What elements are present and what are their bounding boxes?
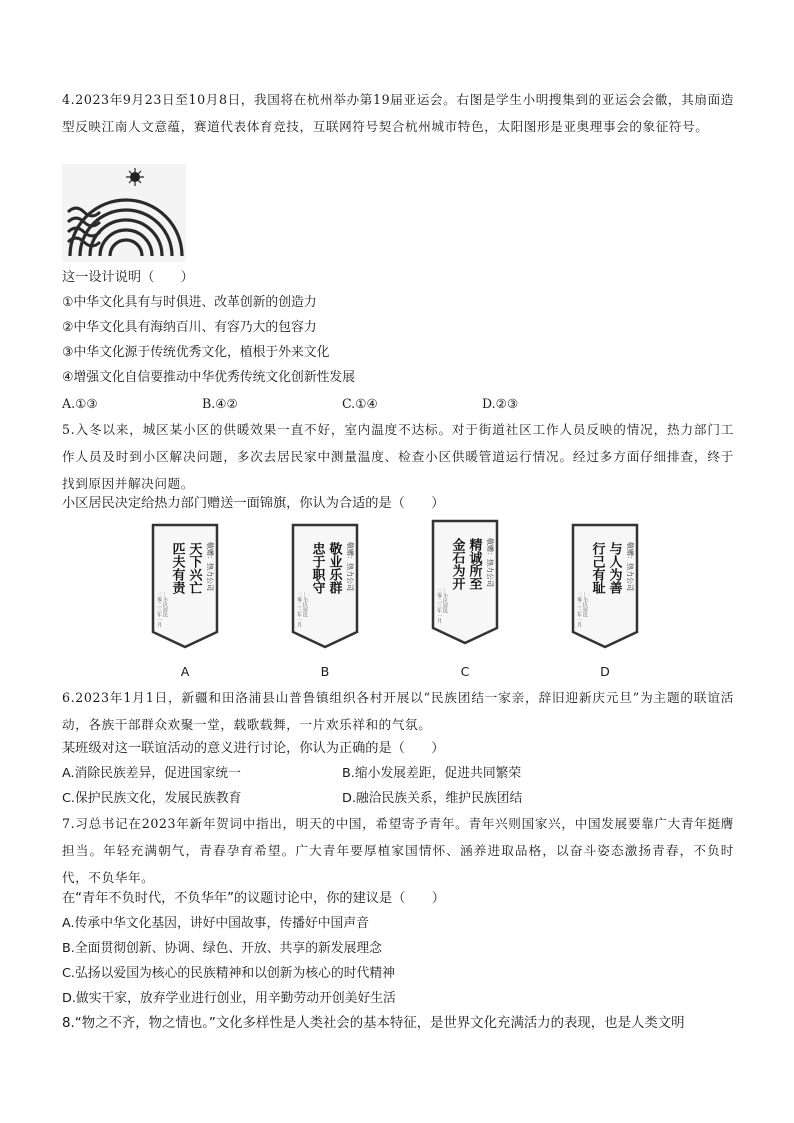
q8-paragraph: 8.“物之不齐，物之情也。”文化多样性是人类社会的基本特征，是世界文化充满活力的表现，也是人类文明: [62, 1016, 685, 1031]
q7-option-a: A.传承中华文化基因，讲好中国故事，传播好中国声音: [62, 916, 369, 931]
banner-d-to: 敬赠：热力公司: [626, 542, 634, 591]
banner-c: [430, 518, 500, 646]
q5-stem: 小区居民决定给热力部门赠送一面锦旗，你认为合适的是（ ）: [62, 496, 445, 511]
q6-stem: 某班级对这一联谊活动的意义进行讨论，你认为正确的是（ ）: [62, 741, 445, 756]
q4-option-c: C.①④: [342, 396, 378, 411]
banner-c-main1: 精诚所至: [466, 538, 482, 590]
q4-item-3: ③中华文化源于传统优秀文化，植根于外来文化: [62, 345, 330, 360]
banner-b-from: …小区居民: [302, 592, 308, 617]
banner-b-main1: 敬业乐群: [326, 542, 342, 594]
q4-option-b: B.④②: [202, 396, 238, 411]
q4-item-1: ①中华文化具有与时俱进、改革创新的创造力: [62, 295, 317, 310]
q6-option-d: D.融洽民族关系，维护民族团结: [342, 791, 523, 806]
q4-item-4: ④增强文化自信要推动中华优秀传统文化创新性发展: [62, 370, 356, 385]
q7-paragraph: 7.习总书记在2023年新年贺词中指出，明天的中国，希望寄予青年。青年兴则国家兴，中国发展要靠广大青年挺膺担当。年轻充满朝气，青春孕育希望。广大青年要厚植家国情怀、涵养进取品格，以奋斗姿态激扬青春，不负时代，不负华年。: [62, 816, 734, 885]
banner-a-label: A: [180, 664, 190, 679]
q4-option-a: A.①③: [62, 396, 98, 411]
q4-option-d: D.②③: [482, 396, 519, 411]
banner-d-label: D: [600, 664, 610, 679]
q4-item-2: ②中华文化具有海纳百川、有容乃大的包容力: [62, 320, 317, 335]
q6-option-a: A.消除民族差异，促进国家统一: [62, 766, 241, 781]
q7-option-d: D.做实干家，放弃学业进行创业，用辛勤劳动开创美好生活: [62, 991, 396, 1006]
q7-option-b: B.全面贯彻创新、协调、绿色、开放、共享的新发展理念: [62, 941, 382, 956]
banner-b-to: 敬赠：热力公司: [346, 542, 354, 591]
q5-paragraph: 5.入冬以来，城区某小区的供暖效果一直不好，室内温度不达标。对于街道社区工作人员反映的情况，热力部门工作人员及时到小区解决问题，多次去居民家中测量温度、检查小区供暖管道运行情况。经过多方面仔细排查，终于找到原因并解决问题。: [62, 422, 734, 491]
q4-paragraph: 4.2023年9月23日至10月8日，我国将在杭州举办第19届亚运会。右图是学生小明搜集到的亚运会会徽，其扇面造型反映江南人文意蕴，赛道代表体育竞技，互联网符号契合杭州城市特色，太阳图形是亚奥理事会的象征符号。: [62, 92, 734, 134]
banner-b-label: B: [320, 664, 330, 679]
banner-a-date: 二零二三年一月: [156, 592, 162, 627]
q7-stem: 在“青年不负时代，不负华年”的议题讨论中，你的建议是（ ）: [62, 891, 445, 906]
banner-b-main2: 忠于职守: [309, 542, 325, 594]
q4-stem: 这一设计说明（ ）: [62, 270, 194, 285]
banner-d: [570, 522, 640, 650]
banner-d-date: 二零二三年一月: [576, 592, 582, 627]
banner-c-date: 二零二三年一月: [436, 588, 442, 623]
banner-a-from: …小区居民: [162, 592, 168, 617]
banner-c-to: 敬赠：热力公司: [486, 538, 494, 587]
banner-b-date: 二零二三年一月: [296, 592, 302, 627]
banner-c-main2: 金石为开: [449, 538, 465, 590]
banner-c-from: …小区居民: [442, 588, 448, 613]
asian-games-emblem-image: [62, 164, 186, 262]
banner-a: [150, 522, 220, 650]
banner-d-main2: 行己有耻: [589, 542, 605, 594]
banner-a-to: 敬赠：热力公司: [206, 542, 214, 591]
banner-c-label: C: [460, 664, 470, 679]
banner-a-main2: 匹夫有责: [169, 542, 185, 594]
banner-d-main1: 与人为善: [606, 542, 622, 594]
q6-option-c: C.保护民族文化，发展民族教育: [62, 791, 242, 806]
q6-paragraph: 6.2023年1月1日，新疆和田洛浦县山普鲁镇组织各村开展以“民族团结一家亲，辞旧迎新庆元旦”为主题的联谊活动，各族干部群众欢聚一堂，载歌载舞，一片欢乐祥和的气氛。: [62, 690, 734, 732]
banner-b: [290, 522, 360, 650]
q6-option-b: B.缩小发展差距，促进共同繁荣: [342, 766, 522, 781]
banner-d-from: …小区居民: [582, 592, 588, 617]
q7-option-c: C.弘扬以爱国为核心的民族精神和以创新为核心的时代精神: [62, 966, 395, 981]
banner-a-main1: 天下兴亡: [186, 542, 202, 594]
